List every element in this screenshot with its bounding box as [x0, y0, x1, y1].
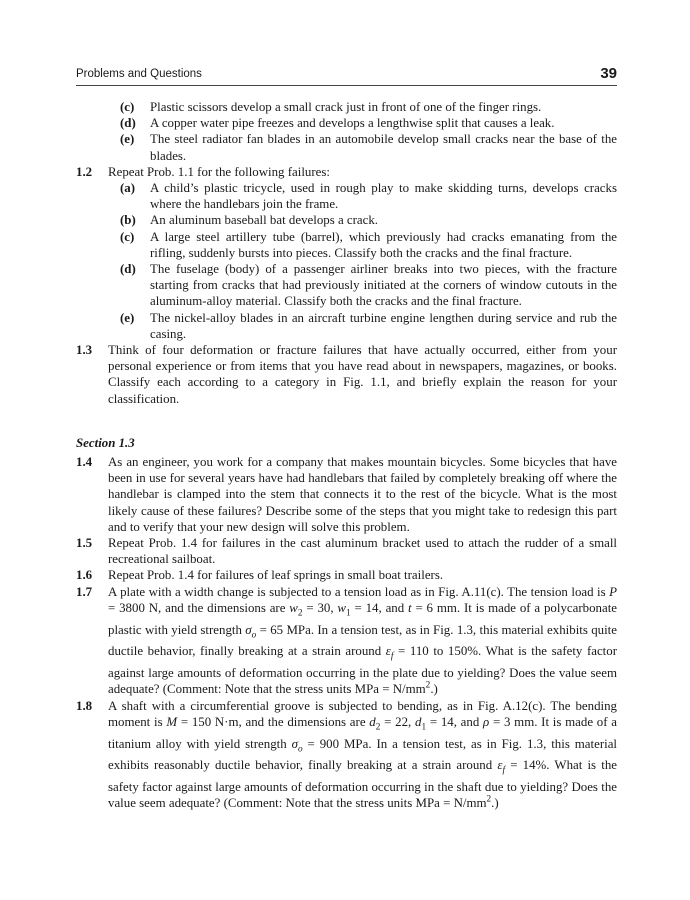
problem-statement — [76, 164, 617, 180]
section-heading: Section 1.3 — [76, 435, 135, 450]
problem-number: 1.7 — [76, 584, 93, 599]
sub-item-label: (a) — [120, 181, 136, 196]
problem-text: Repeat Prob. 1.1 for the following failures: — [108, 164, 330, 179]
problem-statement — [76, 698, 617, 812]
problem-number: 1.3 — [76, 343, 93, 358]
problem — [76, 698, 617, 812]
sub-item — [76, 310, 617, 342]
problem-number: 1.6 — [76, 568, 93, 583]
sub-item — [76, 131, 617, 163]
problem-text: A plate with a width change is subjected to a tension load as in Fig. A.11(c). The tension load is P = 3800 N, and the dimensions are $w_2 = 30$, $w_1 = 14$, and t = 6 mm. It is made of a polycarbonate plastic with yield strength $\sigma_o = 65$ MPa. In a tension test, as in Fig. 1.3, this material exhibits quite ductile behavior, finally breaking at a strain around $\varepsilon_f = 110$ to 150%. What is the safety factor against large amounts of deformation occurring in the plate due to yielding? Does the value seem adequate? (Comment: Note that the stress units MPa = $N/mm^2$.) — [108, 584, 617, 697]
sub-item-text: A copper water pipe freezes and develops a lengthwise split that causes a leak. — [150, 116, 555, 131]
problems-list-a — [76, 164, 617, 407]
problem-number: 1.4 — [76, 455, 93, 470]
sub-item-label: (e) — [120, 310, 135, 325]
problem-text: Repeat Prob. 1.4 for failures in the cast aluminum bracket used to attach the rudder of a small recreational sailboat. — [108, 536, 617, 567]
problems-list-b — [76, 454, 617, 812]
problem — [76, 164, 617, 342]
problem — [76, 567, 617, 583]
problem-text: A shaft with a circumferential groove is subjected to bending, as in Fig. A.12(c). The bending moment is M = 150 N·m, and the dimensions are $d_2 = 22$, $d_1 = 14$, and ρ = 3 mm. It is made of a titanium alloy with yield strength $\sigma_o = 900$ MPa. In a tension test, as in Fig. 1.3, this material exhibits reasonably ductile behavior, finally breaking at a strain around $\varepsilon_f = 14\%$. What is the safety factor against large amounts of deformation occurring in the shaft due to yielding? Does the value seem adequate? (Comment: Note that the stress units MPa = $N/mm^2$.) — [108, 698, 617, 811]
problem-number: 1.5 — [76, 536, 93, 551]
sub-item-text: A child’s plastic tricycle, used in rough play to make skidding turns, develops cracks where the handlebars join the frame. — [150, 181, 617, 212]
sub-item — [76, 115, 617, 131]
sub-item-label: (e) — [120, 132, 135, 147]
sub-item-text: The steel radiator fan blades in an automobile develop small cracks near the base of the blades. — [150, 132, 617, 163]
carry-over-list — [76, 99, 617, 164]
sub-item — [76, 180, 617, 212]
sub-item-label: (c) — [120, 229, 135, 244]
sub-item-text: The nickel-alloy blades in an aircraft turbine engine lengthen during service and rub the casing. — [150, 310, 617, 341]
sub-item-label: (c) — [120, 100, 135, 114]
running-header — [76, 65, 617, 86]
sub-item-label: (d) — [120, 262, 136, 277]
header-title: Problems and Questions — [76, 68, 202, 80]
problem-statement — [76, 584, 617, 698]
page-number: 39 — [600, 65, 617, 82]
problem-number: 1.8 — [76, 698, 93, 713]
sub-item-text: An aluminum baseball bat develops a crack. — [150, 213, 379, 228]
problems-content — [76, 99, 617, 812]
problem-text: Repeat Prob. 1.4 for failures of leaf springs in small boat trailers. — [108, 568, 444, 583]
problem-number: 1.2 — [76, 164, 93, 179]
problem — [76, 342, 617, 407]
problem-statement — [76, 454, 617, 535]
problem-text: Think of four deformation or fracture failures that have actually occurred, either from your personal experience or from items that you have read about in newspapers, magazines, or books. Classify each according to a category in Fig. 1.1, and briefly explain the reason for your classification. — [108, 343, 617, 406]
sub-item-label: (b) — [120, 213, 136, 228]
problem-text: As an engineer, you work for a company that makes mountain bicycles. Some bicycles that have been in use for several years have had handlebars that failed by completely breaking off where the handlebar is clamped into the stem that connects it to the rest of the bicycle. What is the most likely cause of these failures? Describe some of the steps that you might take to redesign this part and to verify that your new design will solve this problem. — [108, 455, 617, 534]
sub-item — [76, 99, 617, 115]
sub-item — [76, 212, 617, 228]
sub-item-text: Plastic scissors develop a small crack just in front of one of the finger rings. — [150, 100, 542, 114]
problem — [76, 454, 617, 535]
sub-item-text: A large steel artillery tube (barrel), which previously had cracks emanating from the rifling, suddenly bursts into pieces. Classify both the cracks and the final fracture. — [150, 229, 617, 260]
problem-statement — [76, 342, 617, 407]
sub-item-label: (d) — [120, 116, 136, 131]
sub-item — [76, 261, 617, 310]
problem-statement — [76, 535, 617, 567]
problem — [76, 535, 617, 567]
problem-statement — [76, 567, 617, 583]
problem — [76, 584, 617, 698]
sub-item — [76, 229, 617, 261]
sub-item-text: The fuselage (body) of a passenger airliner breaks into two pieces, with the fracture starting from cracks that had previously initiated at the corners of window cutouts in the aluminum-alloy material. Classify both the cracks and the final fracture. — [150, 262, 617, 309]
